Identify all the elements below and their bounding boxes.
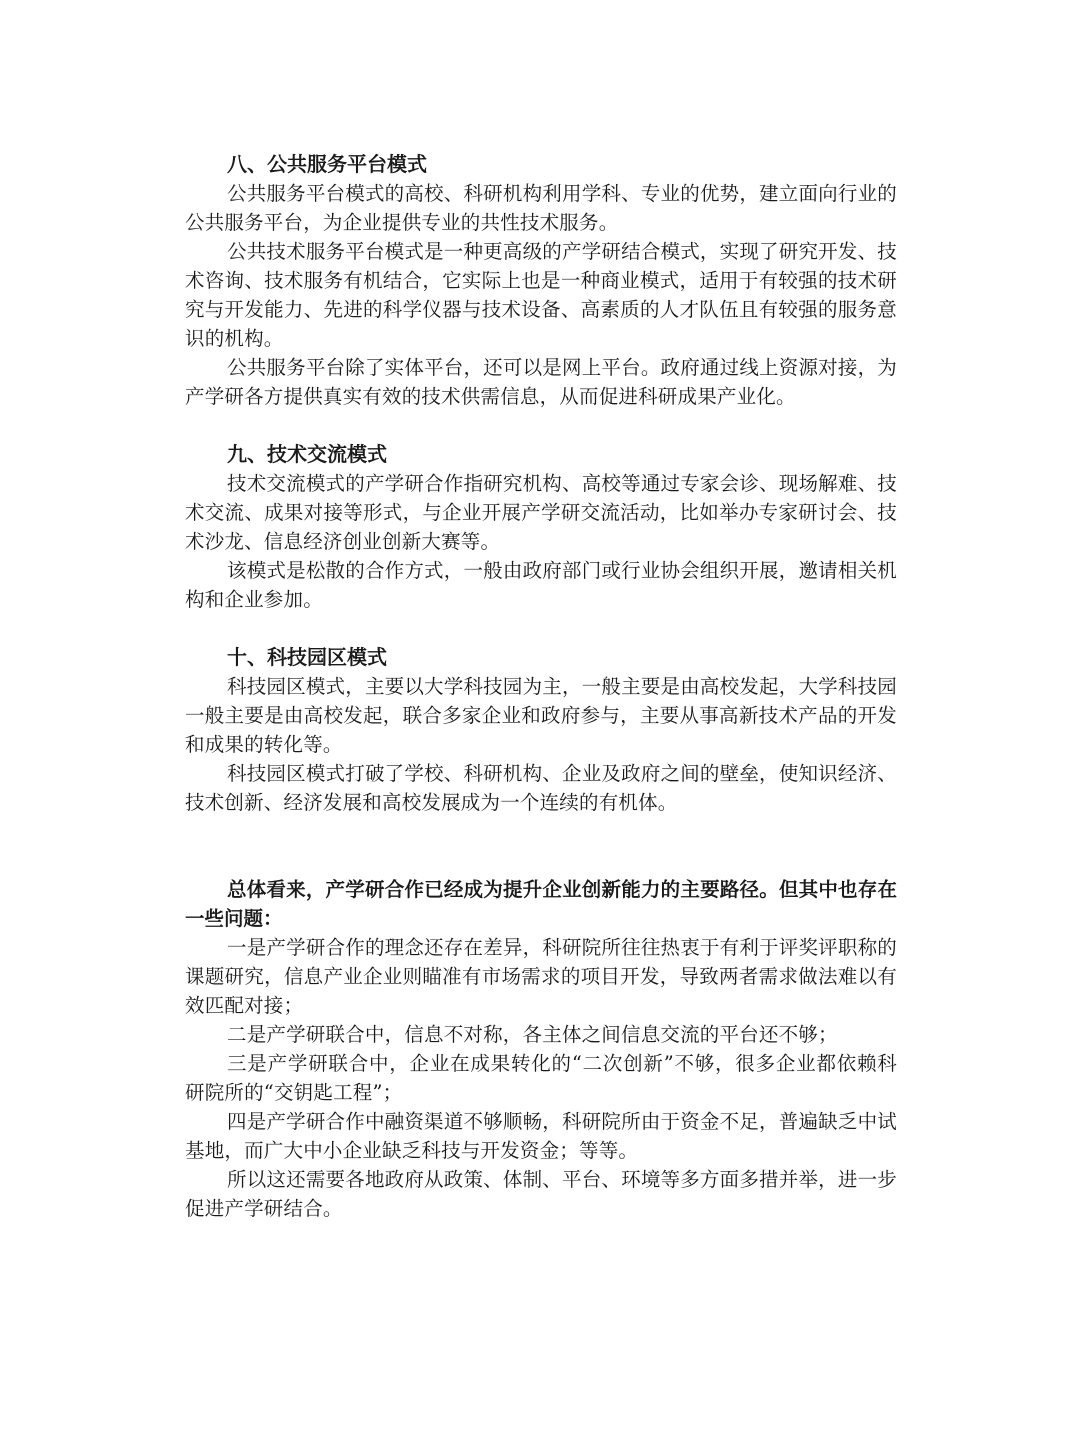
paragraph: 一是产学研合作的理念还存在差异，科研院所往往热衷于有利于评奖评职称的课题研究，信息产业企业则瞄准有市场需求的项目开发，导致两者需求做法难以有效匹配对接； <box>185 936 897 1017</box>
paragraph: 所以这还需要各地政府从政策、体制、平台、环境等多方面多措并举，进一步促进产学研结合。 <box>185 1168 897 1220</box>
paragraph: 公共技术服务平台模式是一种更高级的产学研结合模式，实现了研究开发、技术咨询、技术服务有机结合，它实际上也是一种商业模式，适用于有较强的技术研究与开发能力、先进的科学仪器与技术设备、高素质的人才队伍且有较强的服务意识的机构。 <box>185 240 897 350</box>
section-science-park <box>185 643 897 817</box>
paragraph: 科技园区模式，主要以大学科技园为主，一般主要是由高校发起，大学科技园一般主要是由高校发起，联合多家企业和政府参与，主要从事高新技术产品的开发和成果的转化等。 <box>185 675 897 756</box>
paragraph: 科技园区模式打破了学校、科研机构、企业及政府之间的壁垒，使知识经济、技术创新、经济发展和高校发展成为一个连续的有机体。 <box>185 762 897 814</box>
paragraph: 公共服务平台除了实体平台，还可以是网上平台。政府通过线上资源对接，为产学研各方提供真实有效的技术供需信息，从而促进科研成果产业化。 <box>185 356 897 408</box>
section-heading: 九、技术交流模式 <box>227 442 387 466</box>
section-summary <box>185 875 897 1223</box>
section-public-service-platform <box>185 150 897 411</box>
spacer <box>185 614 897 643</box>
section-heading: 八、公共服务平台模式 <box>227 152 427 176</box>
paragraph: 四是产学研合作中融资渠道不够顺畅，科研院所由于资金不足，普遍缺乏中试基地，而广大中小企业缺乏科技与开发资金；等等。 <box>185 1110 897 1162</box>
paragraph: 公共服务平台模式的高校、科研机构利用学科、专业的优势，建立面向行业的公共服务平台，为企业提供专业的共性技术服务。 <box>185 182 897 234</box>
summary-lead: 总体看来，产学研合作已经成为提升企业创新能力的主要路径。但其中也存在一些问题： <box>185 878 897 930</box>
document-page <box>185 150 897 1223</box>
paragraph: 该模式是松散的合作方式，一般由政府部门或行业协会组织开展，邀请相关机构和企业参加。 <box>185 559 897 611</box>
paragraph: 技术交流模式的产学研合作指研究机构、高校等通过专家会诊、现场解难、技术交流、成果对接等形式，与企业开展产学研交流活动，比如举办专家研讨会、技术沙龙、信息经济创业创新大赛等。 <box>185 472 897 553</box>
paragraph: 三是产学研联合中，企业在成果转化的“二次创新”不够，很多企业都依赖科研院所的“交钥匙工程”； <box>185 1052 897 1104</box>
spacer <box>185 411 897 440</box>
section-heading: 十、科技园区模式 <box>227 645 387 669</box>
section-technical-exchange <box>185 440 897 614</box>
paragraph: 二是产学研联合中，信息不对称，各主体之间信息交流的平台还不够； <box>227 1023 838 1046</box>
spacer <box>185 817 897 875</box>
